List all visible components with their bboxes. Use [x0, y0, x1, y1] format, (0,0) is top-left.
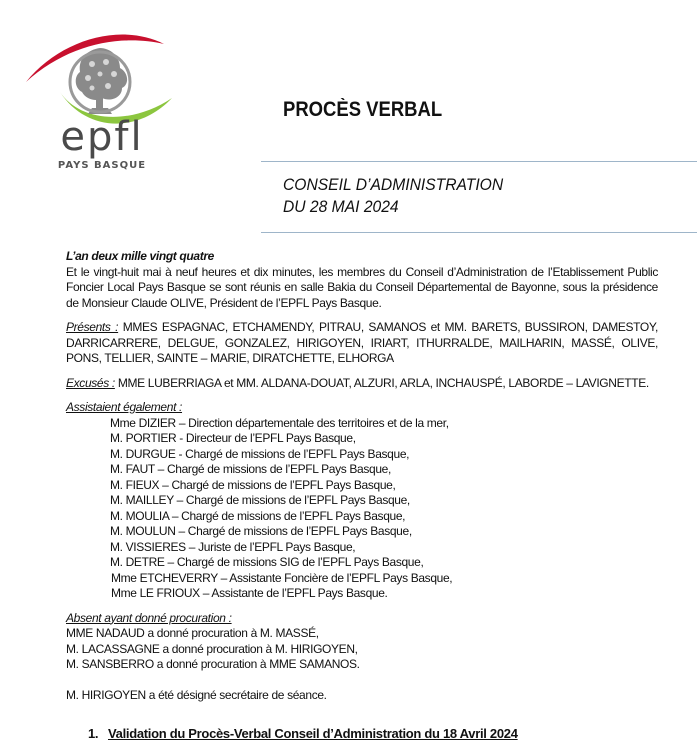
proxy-label: Absent ayant donné procuration : [66, 610, 232, 625]
present-paragraph [66, 320, 658, 367]
section-number: 1. [88, 726, 99, 741]
list-item: M. MOULUN – Chargé de missions de l’EPFL Pays Basque, [110, 524, 412, 538]
list-item: M. MOULIA – Chargé de missions de l’EPFL Pays Basque, [110, 508, 406, 523]
list-item: M. VISSIERES – Juriste de l’EPFL Pays Basque, [110, 539, 356, 554]
list-item: M. DETRE – Chargé de missions SIG de l’EPFL Pays Basque, [110, 555, 424, 569]
logo-wordmark: epfl [60, 114, 144, 160]
document-body [66, 249, 658, 703]
document-subtitle [283, 174, 503, 218]
document-title: PROCÈS VERBAL [283, 98, 443, 121]
list-item: Mme LE FRIOUX – Assistante de l’EPFL Pays Basque. [111, 586, 388, 600]
present-names: MMES ESPAGNAC, ETCHAMENDY, PITRAU, SAMANOS et MM. BARETS, BUSSIRON, DAMESTOY, DARRICARRERE, DELGUE, GONZALEZ, HIRIGOYEN, IRIART, ITHURRALDE, MAILHARIN, MASSÉ, OLIVE, PONS, TELLIER, SAINTE – MARIE, DIRATCHETTE, ELHORGA [66, 320, 658, 365]
section-heading-1 [88, 726, 518, 741]
secretary-line: M. HIRIGOYEN a été désigné secrétaire de séance. [66, 687, 327, 702]
list-item: M. MAILLEY – Chargé de missions de l’EPFL Pays Basque, [110, 493, 410, 507]
proxy-list [66, 626, 658, 673]
tree-icon [70, 48, 130, 114]
header-rule-top [261, 161, 697, 162]
section-title: Validation du Procès-Verbal Conseil d’Administration du 18 Avril 2024 [108, 726, 518, 741]
intro-heading: L’an deux mille vingt quatre [66, 249, 215, 263]
attending-list [66, 416, 658, 602]
intro-paragraph: Et le vingt-huit mai à neuf heures et dix minutes, les membres du Conseil d’Administration de l’Etablissement Public Foncier Local Pays Basque se sont réunis en salle Bakia du Conseil Départemental de Bayonne, sous la présidence de Monsieur Claude OLIVE, Président de l’EPFL Pays Basque. [66, 264, 658, 310]
list-item: M. SANSBERRO a donné procuration à MME SAMANOS. [66, 657, 360, 671]
subtitle-line-2: DU 28 MAI 2024 [283, 197, 399, 216]
logo-subtitle: PAYS BASQUE [57, 160, 147, 171]
list-item: M. FIEUX – Chargé de missions de l’EPFL Pays Basque, [110, 477, 396, 492]
present-label: Présents : [66, 320, 119, 334]
list-item: Mme ETCHEVERRY – Assistante Foncière de l’EPFL Pays Basque, [111, 570, 453, 585]
attending-label: Assistaient également : [66, 400, 183, 414]
excused-names: MME LUBERRIAGA et MM. ALDANA-DOUAT, ALZURI, ARLA, INCHAUSPÉ, LABORDE – LAVIGNETTE. [114, 375, 649, 390]
list-item: M. PORTIER - Directeur de l’EPFL Pays Basque, [110, 431, 356, 445]
list-item: MME NADAUD a donné procuration à M. MASSÉ, [66, 626, 319, 640]
list-item: M. LACASSAGNE a donné procuration à M. HIRIGOYEN, [66, 641, 358, 656]
header-rule-bottom [261, 232, 697, 233]
list-item: M. FAUT – Chargé de missions de l’EPFL Pays Basque, [110, 462, 391, 476]
subtitle-line-1: CONSEIL D’ADMINISTRATION [283, 175, 504, 194]
list-item: M. DURGUE - Chargé de missions de l’EPFL Pays Basque, [110, 446, 410, 461]
excused-paragraph [66, 376, 658, 392]
excused-label: Excusés : [66, 375, 115, 390]
list-item: Mme DIZIER – Direction départementale des territoires et de la mer, [110, 415, 449, 430]
